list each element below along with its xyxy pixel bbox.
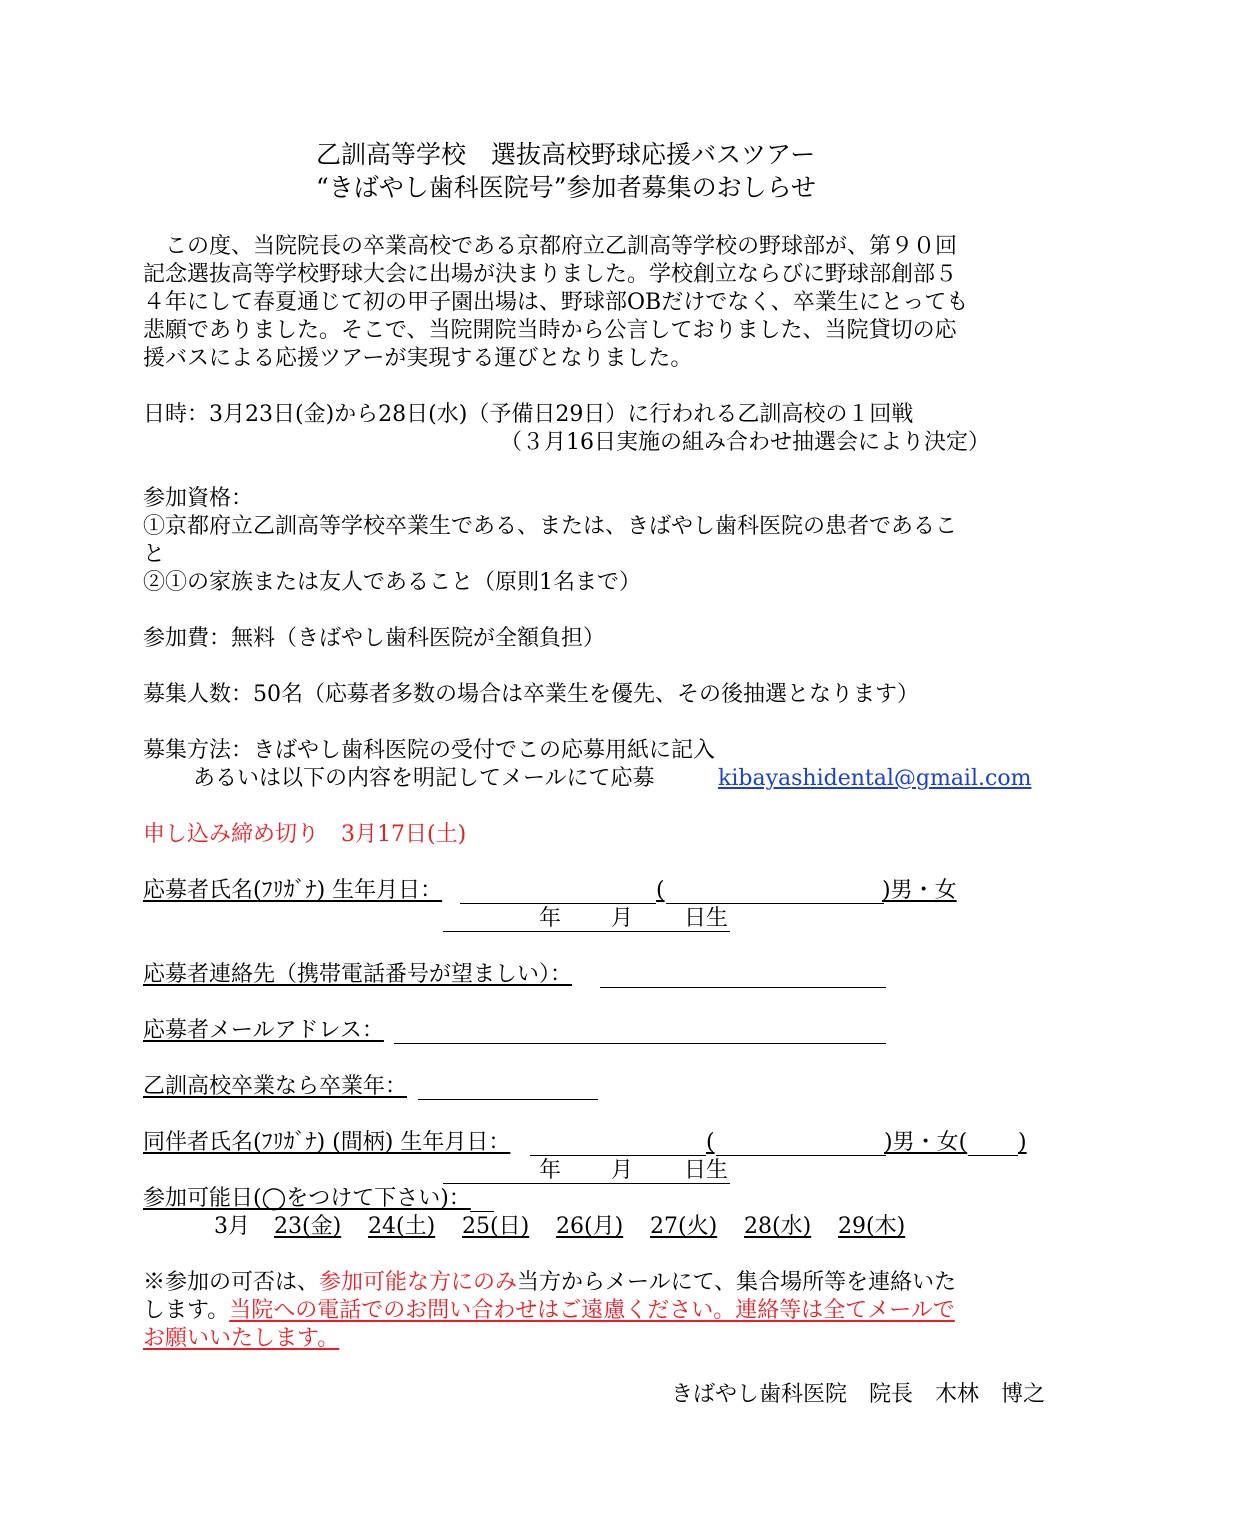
- schedule-line-2: （３月16日実施の組み合わせ抽選会により決定）: [500, 430, 990, 455]
- contact-blank[interactable]: [600, 987, 886, 988]
- companion-gender-label[interactable]: )男・女(: [884, 1130, 968, 1155]
- applicant-name-label: 応募者氏名(ﾌﾘｶﾞﾅ) 生年月日：: [143, 878, 443, 903]
- applicant-name-blank[interactable]: [460, 903, 656, 904]
- email-label: 応募者メールアドレス：: [143, 1018, 384, 1043]
- companion-relation-blank[interactable]: [968, 1155, 1018, 1156]
- intro-line-1: この度、当院院長の卒業高校である京都府立乙訓高等学校の野球部が、第９０回: [143, 234, 958, 259]
- note-part-3: 当方からメールにて、集合場所等を連絡いた: [517, 1270, 957, 1295]
- eligibility-heading: 参加資格：: [143, 486, 254, 511]
- applicant-gender-label[interactable]: )男・女: [882, 878, 957, 903]
- companion-name-label: 同伴者氏名(ﾌﾘｶﾞﾅ) (間柄) 生年月日：: [143, 1130, 511, 1155]
- companion-birth-year: 年: [539, 1158, 562, 1183]
- companion-paren-open: (: [706, 1130, 715, 1155]
- note-line-2-black: します。: [143, 1298, 230, 1323]
- available-month: 3月: [214, 1214, 250, 1239]
- companion-birth-day: 日生: [684, 1158, 729, 1183]
- day-option-28[interactable]: 28(水): [744, 1214, 812, 1239]
- note-line-3: お願いいたします。: [143, 1326, 340, 1351]
- day-option-24[interactable]: 24(土): [368, 1214, 436, 1239]
- intro-line-3: ４年にして春夏通じて初の甲子園出場は、野球部OBだけでなく、卒業生にとっても: [143, 290, 969, 315]
- email-link[interactable]: kibayashidental@gmail.com: [718, 766, 1032, 791]
- eligibility-item-1b: と: [143, 542, 166, 567]
- companion-birth-month: 月: [611, 1158, 634, 1183]
- companion-paren-close: ): [1018, 1130, 1027, 1155]
- day-option-26[interactable]: 26(月): [556, 1214, 624, 1239]
- note-line-2-red: 当院への電話でのお問い合わせはご遠慮ください。連絡等は全てメールで: [229, 1298, 955, 1323]
- fee-text: 参加費：無料（きばやし歯科医院が全額負担）: [143, 626, 606, 651]
- applicant-birth-month: 月: [611, 906, 634, 931]
- deadline-text: 申し込み締め切り 3月17日(土): [143, 822, 467, 847]
- note-line-1: [143, 1269, 956, 1297]
- intro-line-4: 悲願でありました。そこで、当院開院当時から公言しておりました、当院貸切の応: [143, 318, 957, 343]
- available-days-label: 参加可能日(◯をつけて下さい)：: [143, 1186, 471, 1211]
- day-option-23[interactable]: 23(金): [274, 1214, 342, 1239]
- note-line-2: [143, 1297, 955, 1325]
- contact-label: 応募者連絡先（携帯電話番号が望ましい）：: [143, 962, 573, 987]
- schedule-line-1: 日時：3月23日(金)から28日(水)（予備日29日）に行われる乙訓高校の１回戦: [143, 402, 914, 427]
- eligibility-item-2: ②①の家族または友人であること（原則1名まで）: [143, 570, 641, 595]
- available-days-label-underline: [470, 1211, 494, 1212]
- method-line-1: 募集方法：きばやし歯科医院の受付でこの応募用紙に記入: [143, 738, 716, 763]
- grad-year-label: 乙訓高校卒業なら卒業年：: [143, 1074, 408, 1099]
- day-option-25[interactable]: 25(日): [462, 1214, 530, 1239]
- companion-name-blank[interactable]: [530, 1155, 706, 1156]
- intro-line-2: 記念選抜高等学校野球大会に出場が決まりました。学校創立ならびに野球部創部５: [143, 262, 958, 287]
- title-line-2: “きばやし歯科医院号”参加者募集のおしらせ: [316, 173, 816, 202]
- note-part-2-red: 参加可能な方にのみ: [319, 1270, 518, 1295]
- capacity-text: 募集人数：50名（応募者多数の場合は卒業生を優先、その後抽選となります）: [143, 682, 919, 707]
- day-option-29[interactable]: 29(木): [838, 1214, 906, 1239]
- method-line-2: あるいは以下の内容を明記してメールにて応募: [193, 766, 655, 791]
- note-part-1: ※参加の可否は、: [143, 1270, 320, 1295]
- email-blank[interactable]: [394, 1043, 886, 1044]
- title-line-1: 乙訓高等学校 選抜高校野球応援バスツアー: [316, 140, 816, 169]
- companion-reading-blank[interactable]: [716, 1155, 886, 1156]
- applicant-birth-year: 年: [539, 906, 562, 931]
- signature: きばやし歯科医院 院長 木林 博之: [670, 1382, 1045, 1407]
- grad-year-blank[interactable]: [418, 1099, 598, 1100]
- applicant-paren-open: (: [656, 878, 665, 903]
- applicant-birth-day: 日生: [684, 906, 729, 931]
- day-option-27[interactable]: 27(火): [650, 1214, 718, 1239]
- eligibility-item-1a: ①京都府立乙訓高等学校卒業生である、または、きばやし歯科医院の患者であるこ: [143, 514, 958, 539]
- applicant-reading-blank[interactable]: [666, 903, 884, 904]
- intro-line-5: 援バスによる応援ツアーが実現する運びとなりました。: [143, 346, 693, 371]
